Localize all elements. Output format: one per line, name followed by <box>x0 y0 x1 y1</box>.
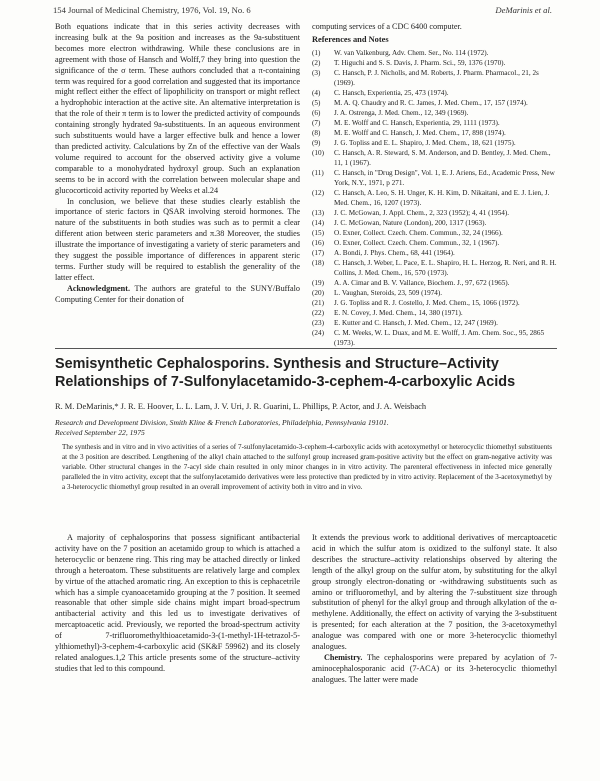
reference-item <box>312 248 557 258</box>
reference-text: C. Hansch, J. Weber, L. Pace, E. L. Shapiro, H. L. Herzog, R. Neri, and R. H. Collins, J. Med. Chem., 16, 570 (1973). <box>334 258 557 277</box>
prev-paragraph-2: In conclusion, we believe that these studies clearly establish the importance of steric factors in QSAR involving steroid hormones. The nature of the substituents in both studies was such as to permit a clear different ation between steric parameters and π.38 Moreover, the studies illustrate the importance of investigating a variety of steric parameters and they suggest the possible importance of differences in apparent steric terms. Further study will be required to establish the generality of the latter effect. <box>55 196 300 282</box>
reference-text: J. G. Topliss and E. L. Shapiro, J. Med. Chem., 18, 621 (1975). <box>334 138 516 147</box>
affiliation: Research and Development Division, Smith Kline & French Laboratories, Philadelphia, Pennsylvania 19101. <box>55 418 389 427</box>
affiliation-block <box>55 418 560 438</box>
reference-item <box>312 118 557 128</box>
reference-text: O. Exner, Collect. Czech. Chem. Commun., 32, 1 (1967). <box>334 238 500 247</box>
reference-text: A. A. Cimar and B. V. Vallance, Biochem. J., 97, 672 (1965). <box>334 278 510 287</box>
ack-heading: Acknowledgment. <box>67 283 130 293</box>
reference-list <box>312 48 557 348</box>
reference-item <box>312 308 557 318</box>
reference-number: (14) <box>312 218 324 227</box>
reference-item <box>312 98 557 108</box>
reference-text: C. Hansch, P. J. Nicholls, and M. Roberts, J. Pharm. Pharmacol., 21, 2s (1969). <box>334 68 539 87</box>
reference-number: (13) <box>312 208 324 217</box>
reference-item <box>312 218 557 228</box>
reference-number: (12) <box>312 188 324 197</box>
body-column-2 <box>312 533 557 778</box>
reference-number: (11) <box>312 168 324 177</box>
reference-number: (20) <box>312 288 324 297</box>
reference-text: W. van Valkenburg, Adv. Chem. Ser., No. 114 (1972). <box>334 48 489 57</box>
reference-text: J. G. Topliss and R. J. Costello, J. Med. Chem., 15, 1066 (1972). <box>334 298 520 307</box>
reference-text: L. Vaughan, Steroids, 23, 509 (1974). <box>334 288 443 297</box>
reference-text: C. M. Weeks, W. L. Duax, and M. E. Wolff, J. Am. Chem. Soc., 95, 2865 (1973). <box>334 328 545 347</box>
reference-text: M. A. Q. Chaudry and R. C. James, J. Med. Chem., 17, 157 (1974). <box>334 98 528 107</box>
prev-paragraph-1: Both equations indicate that in this series activity decreases with increasing bulk at the 9a position and increases as the 9a-substituent becomes more electron withdrawing. While these conclusions are in agreement with those of Hansch and Wolff,7 they bring into question the significance of the σ term. These authors concluded that a π-containing term was required for a good correlation and suggested that its importance might reflect either the effect of lipophilicity on transport or might reflect a hydrophobic interaction at the active site. An alternative interpretation is that the role of their π term is to lower the predicted activity of compounds containing strongly hydrated 9a-substituents. In an aqueous environment such substituents would have a larger effective bulk and hence a lower than predicted activity. Calculations by Zn of the effective van der Waals volume required to account for the observed activity give a volume comparable to a monohydrated hydroxyl group. Such an explanation seems to be in accord with the correlation between molecular shape and glucocorticoid activity reported by Weeks et al.24 <box>55 22 300 195</box>
reference-text: M. E. Wolff and C. Hansch, Experientia, 29, 1111 (1973). <box>334 118 500 127</box>
reference-number: (24) <box>312 328 324 337</box>
chemistry-text: The cephalosporins were prepared by acylation of 7-aminocephalosporanic acid (7-ACA) or its 3-heterocyclic thiomethyl analogues. The latter were made <box>312 652 557 684</box>
reference-number: (2) <box>312 58 321 67</box>
references-heading: References and Notes <box>312 34 389 44</box>
reference-number: (3) <box>312 68 321 77</box>
reference-item <box>312 108 557 118</box>
reference-number: (9) <box>312 138 321 147</box>
body-paragraph-2: It extends the previous work to additional derivatives of mercaptoacetic acid in which the sulfur atom is oxidized to the sulfonyl state. It also describes the structure–activity relationships observed by altering the length of the alkyl group on the sulfur atom, by substituting for the alkyl group strongly electron-donating or -withdrawing substituents such as amino or trifluoromethyl, and by altering the 7-substituent size through substitution of phenyl for the alkyl group and through alkylation of the α-methylene. Additionally, the effect on activity of varying the 3-substituent is presented; for each alteration at the 7 position, the 3-acetoxymethyl analogue was compared with one or more 3-heterocyclic thiomethyl analogues. <box>312 533 557 652</box>
prev-article-column-1 <box>55 22 300 330</box>
body-paragraph-1: A majority of cephalosporins that possess significant antibacterial activity have on the 7 position an acetamido group to which is attached a heterocyclic or benzene ring. This ring may be attached directly or linked through a heteroatom. These substituents are relatively large and complex by virtue of the attached aromatic ring. An exception to this is cephacetrile which has a simple cyanoacetamido grouping at the 7 position. It seemed reasonable that other simple side chains might impart broad-spectrum antibacterial activity and this led us to investigate derivatives of mercaptoacetic acid. Previously, we reported the broad-spectrum activity of 7-trifluoromethylthioacetamido-3-(1-methyl-1H-tetrazol-5-ylthiomethyl)-3-cephem-4-carboxylic acid (SK&F 59962) and its closely related analogues.1,2 This article presents some of the structure–activity studies that led to this compound. <box>55 533 300 673</box>
reference-item <box>312 208 557 218</box>
reference-item <box>312 88 557 98</box>
reference-text: J. C. McGowan, Nature (London), 200, 1317 (1963). <box>334 218 487 227</box>
reference-text: C. Hansch, A. R. Steward, S. M. Anderson, and D. Bentley, J. Med. Chem., 11, 1 (1967). <box>334 148 551 167</box>
reference-item <box>312 58 557 68</box>
reference-item <box>312 328 557 348</box>
reference-item <box>312 228 557 238</box>
header-journal: 154 Journal of Medicinal Chemistry, 1976, Vol. 19, No. 6 <box>53 5 251 15</box>
reference-item <box>312 168 557 188</box>
reference-text: C. Hansch, Experientia, 25, 473 (1974). <box>334 88 449 97</box>
reference-item <box>312 138 557 148</box>
received-date: Received September 22, 1975 <box>55 428 145 437</box>
article-authors: R. M. DeMarinis,* J. R. E. Hoover, L. L. Lam, J. V. Uri, J. R. Guarini, L. Phillips, P. Actor, and J. A. Weisbach <box>55 402 427 411</box>
reference-number: (21) <box>312 298 324 307</box>
reference-text: M. E. Wolff and C. Hansch, J. Med. Chem., 17, 898 (1974). <box>334 128 506 137</box>
reference-text: C. Hansch, in "Drug Design", Vol. 1, E. J. Ariens, Ed., Academic Press, New York, N.Y., 1971, p 271. <box>334 168 555 187</box>
reference-number: (19) <box>312 278 324 287</box>
reference-number: (10) <box>312 148 324 157</box>
running-header <box>53 5 552 17</box>
reference-item <box>312 188 557 208</box>
article-title: Semisynthetic Cephalosporins. Synthesis and Structure–Activity Relationships of 7-Sulfonylacetamido-3-cephem-4-carboxylic Acids <box>55 356 516 390</box>
reference-text: E. Kutter and C. Hansch, J. Med. Chem., 12, 247 (1969). <box>334 318 498 327</box>
header-authors: DeMarinis et al. <box>495 5 552 15</box>
reference-text: C. Hansch, A. Leo, S. H. Unger, K. H. Kim, D. Nikaitani, and E. J. Lien, J. Med. Chem., 16, 1207 (1973). <box>334 188 550 207</box>
article-divider <box>55 348 557 349</box>
reference-number: (23) <box>312 318 324 327</box>
reference-item <box>312 128 557 138</box>
reference-text: E. N. Covey, J. Med. Chem., 14, 380 (1971). <box>334 308 463 317</box>
reference-number: (17) <box>312 248 324 257</box>
col2-intro: computing services of a CDC 6400 computer. <box>312 22 462 31</box>
reference-number: (7) <box>312 118 321 127</box>
reference-number: (1) <box>312 48 321 57</box>
reference-number: (22) <box>312 308 324 317</box>
ack-text: The authors are grateful to the SUNY/Buffalo Computing Center for their donation of <box>55 283 300 304</box>
reference-number: (16) <box>312 238 324 247</box>
chemistry-paragraph <box>312 653 557 686</box>
reference-item <box>312 298 557 308</box>
reference-number: (5) <box>312 98 321 107</box>
reference-item <box>312 68 557 88</box>
chemistry-heading: Chemistry. <box>324 652 363 662</box>
reference-item <box>312 288 557 298</box>
abstract: The synthesis and in vitro and in vivo activities of a series of 7-sulfonylacetamido-3-cephem-4-carboxylic acids with acetoxymethyl or heterocyclic thiomethyl substituents at the 3 position are described. Lengthening of the alkyl chain attached to the sulfonyl group increased gram-positive activity but the effect on gram-negative activity was variable. Other structural changes in the 7-acyl side chain resulted in only minor changes in in vitro activity. The parenteral effectiveness in infected mice generally paralleled the in vitro activity, except that the sulfonylacetamido derivatives were less protective than predicted by in vitro activity. Replacement of the 3-acetoxymethyl by a 3-heterocyclic thiomethyl group resulted in an overall improvement of activity both in vitro and in vivo. <box>62 443 552 491</box>
reference-number: (4) <box>312 88 321 97</box>
reference-text: O. Exner, Collect. Czech. Chem. Commun., 32, 24 (1966). <box>334 228 503 237</box>
acknowledgment <box>55 284 300 306</box>
reference-number: (15) <box>312 228 324 237</box>
reference-item <box>312 238 557 248</box>
reference-text: A. Bondi, J. Phys. Chem., 68, 441 (1964). <box>334 248 455 257</box>
reference-text: J. C. McGowan, J. Appl. Chem., 2, 323 (1952); 4, 41 (1954). <box>334 208 510 217</box>
reference-item <box>312 318 557 328</box>
reference-item <box>312 258 557 278</box>
prev-article-column-2 <box>312 22 557 347</box>
reference-text: T. Higuchi and S. S. Davis, J. Pharm. Sci., 59, 1376 (1970). <box>334 58 506 67</box>
reference-item <box>312 278 557 288</box>
body-column-1 <box>55 533 300 778</box>
reference-number: (18) <box>312 258 324 267</box>
reference-text: J. A. Ostrenga, J. Med. Chem., 12, 349 (1969). <box>334 108 469 117</box>
reference-number: (6) <box>312 108 321 117</box>
reference-item <box>312 148 557 168</box>
reference-number: (8) <box>312 128 321 137</box>
reference-item <box>312 48 557 58</box>
